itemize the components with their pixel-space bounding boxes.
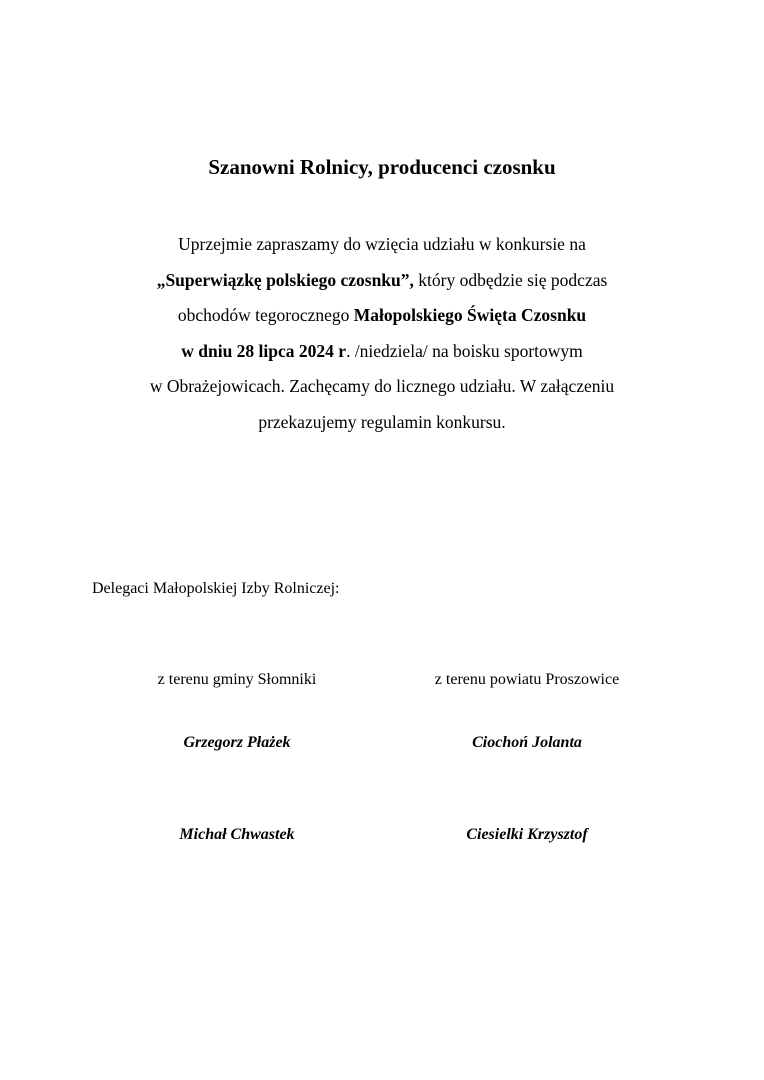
invitation-text (0, 227, 764, 440)
contest-name: „Superwiązkę polskiego czosnku”, (156, 269, 414, 290)
invitation-line-1 (0, 227, 764, 263)
invitation-line-3-text: obchodów tegorocznego (177, 305, 354, 325)
invitation-line-1-text: Uprzejmie zapraszamy do wzięcia udziału w konkursie na (178, 234, 586, 254)
invitation-line-2 (0, 263, 764, 299)
area-slomniki: z terenu gminy Słomniki (157, 671, 317, 688)
invitation-line-6-text: przekazujemy regulamin konkursu. (258, 411, 506, 432)
invitation-line-5 (0, 369, 764, 405)
delegate-name: Grzegorz Płażek (183, 734, 291, 751)
delegates-label: Delegaci Małopolskiej Izby Rolniczej: (92, 580, 340, 597)
invitation-line-4-text: . /niedziela/ na boisku sportowym (346, 340, 583, 361)
delegate-name: Ciesielki Krzysztof (466, 826, 588, 843)
invitation-line-6 (0, 405, 764, 441)
invitation-line-5-text: w Obrażejowicach. Zachęcamy do licznego udziału. W załączeniu (149, 376, 615, 396)
invitation-line-2-text: który odbędzie się podczas (413, 269, 608, 290)
document-title: Szanowni Rolnicy, producenci czosnku (208, 155, 556, 179)
area-proszowice: z terenu powiatu Proszowice (434, 671, 620, 688)
delegate-name: Ciochoń Jolanta (472, 734, 582, 751)
invitation-line-4 (0, 334, 764, 370)
invitation-line-3 (0, 298, 764, 334)
event-date: w dniu 28 lipca 2024 r (181, 340, 347, 361)
festival-name: Małopolskiego Święta Czosnku (353, 305, 587, 325)
delegate-name: Michał Chwastek (179, 826, 295, 843)
